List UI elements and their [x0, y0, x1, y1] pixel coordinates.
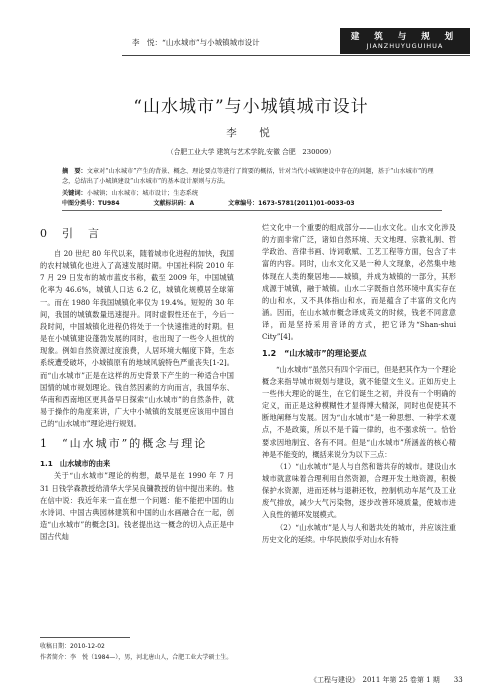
subsection-heading-theory: 1.2 “山水城市”的理论要点: [262, 348, 367, 358]
journal-section-en: JIANZHUYUGUIHUA: [366, 42, 444, 50]
paragraph-origin: 关于“山水城市”理论的构想，最早是在 1990 年 7 月 31 日钱学森教授给清华大学吴良镛教授的信中提出来的。他在信中说：我近年来一直在想一个问题：能不能把中国的山水诗词、中国古典园林建筑和中国的山水画融合在一起，创造“山水城市”的概念[3]。钱老提出这一概念的切入点正是中国古代灿: [40, 471, 234, 542]
paragraph-point-1: （1）“山水城市”是人与自然和谐共存的城市。建设山水城市就意味着合理利用自然资源，合理开发土地资源，积极保护水资源，进而还林与退耕还牧，控制机动车尾气及工业废气排放，减少大气污染物，逐步改善环境质量，使城市进入良性的循环发展模式。: [262, 461, 456, 520]
clc-number: 中图分类号：TU984: [62, 200, 120, 207]
abstract-separator: [62, 210, 442, 211]
keywords: [62, 188, 442, 197]
article-title: “山水城市”与小城镇城市设计: [133, 97, 369, 117]
paragraph-introduction: 自 20 世纪 80 年代以来，随着城市化进程的加快，我国的农村城镇化也进入了高速发展时期。中国社科院 2010 年 7 月 29 日发布的城市蓝皮书称，截至 2009 年，中国城镇化率为 46.6%，城镇人口达 6.2 亿，城镇化规模居全球第一。而在 1980 年我国城镇化率仅为 19.4%。短短的 30 年间，我国的城镇数量迅速提升。同时虚假性还在于，今后一段时间，中国城镇化进程仍将处于一个快速推进的时期。但是在小城镇建设蓬勃发展的同时，也出现了一些令人担忧的现象。例如自然资源过度浪费，人居环境大幅度下降，生态系统遭受破坏，小城镇原有的地域风貌特色严重丧失[1-2]。而“山水城市”正是在这样的历史背景下产生的一种适合中国国情的城市规划理论。钱自然因素的方向而言，我国华东、华南和西南地区更具备早日探索“山水城市”的自然条件，就易于操作的角度来讲，广大中小城镇的发展更应该用中国自己的“山水城市”理论进行规划。: [40, 249, 234, 429]
subsection-heading-origin: 1.1 山水城市的由来: [40, 459, 111, 469]
journal-section-box: [340, 28, 470, 54]
article-author: 李 悦: [226, 127, 276, 139]
abstract-text: 文章对“山水城市”产生的背景、概念、理论要点等进行了简要的概括，针对当代小城镇建设中存在的问题，基于“山水城市”的理念，总结出了小城镇建设“山水城市”的基本设计原则与方法。: [62, 168, 434, 185]
left-column: [40, 222, 234, 543]
section-heading-concept: 1 “山水城市”的概念与理论: [40, 437, 208, 451]
keywords-label: 关键词：: [62, 190, 87, 197]
received-date: 收稿日期：2010-12-02: [40, 643, 105, 650]
running-author-title: 李 悦：“山水城市”与小城镇城市设计: [132, 38, 260, 47]
classification-line: [62, 198, 462, 207]
paragraph-point-2: （2）“山水城市”是人与人和谐共处的城市，并应该注重历史文化的延续。中华民族似乎对山水有特: [262, 522, 456, 544]
journal-section-cn: 建 筑 与 规 划: [350, 32, 460, 42]
paragraph-shanshui-culture: 烂文化中一个重要的组成部分——山水文化。山水文化涉及的方面非常广泛，诸如自然环境、天文地理、宗教礼制、哲学政治、音律书画、诗词歌赋、工艺工程等方面，包含了丰富的内容。同时，山水文化又是一种人文现象，必然集中地体现在人类的聚居地——城镇，并成为城镇的一部分，其形成源于城镇，融于城镇。山水二字既指自然环境中真实存在的山和水，又不具体指山和水，而是蕴含了丰富的文化内涵。因而，在山水城市概念译成英文的时候，钱老不同意意译，而是坚持采用音译的方式，把它译为“Shan-shui City”[4]。: [262, 223, 456, 342]
abstract: [62, 167, 442, 187]
section-heading-introduction: 0 引 言: [40, 227, 101, 240]
header-rule: [122, 55, 470, 56]
footnote-rule: [40, 637, 130, 638]
journal-footer: 《工程与建设》 2011 年第 25 卷第 1 期 33: [310, 676, 463, 684]
document-code: 文献标识码：A: [153, 200, 195, 207]
author-affiliation: （合肥工业大学 建筑与艺术学院,安徽 合肥 230009）: [166, 148, 336, 156]
running-header: [0, 0, 502, 56]
abstract-label: 摘 要：: [62, 168, 87, 175]
paragraph-theory: “山水城市”虽然只有四个字而已，但是把其作为一个理论概念来指导城市规划与建设，就不能望文生义。正如历史上一些伟大理论的诞生，在它们诞生之初，并没有一个明确的定义，而正是这种模糊性才显得博大精深，同时也促使其不断地阐释与发展。因为“山水城市”是一种思想、一种学术观点，不是政策，所以不是千篇一律的，也不强求统一。恰恰要求因地制宜、各有不同。但是“山水城市”所涵盖的核心精神是不能变的，概括来说分为以下三点：: [262, 364, 456, 459]
keywords-text: 小城镇；山水城市；城市设计；生态系统: [86, 190, 199, 197]
author-introduction: 作者简介：李 悦（1984—），男，河北唐山人，合肥工业大学硕士生。: [40, 654, 233, 661]
article-number: 文章编号：1673-5781(2011)01-0033-03: [228, 200, 355, 207]
right-column: [262, 222, 456, 546]
